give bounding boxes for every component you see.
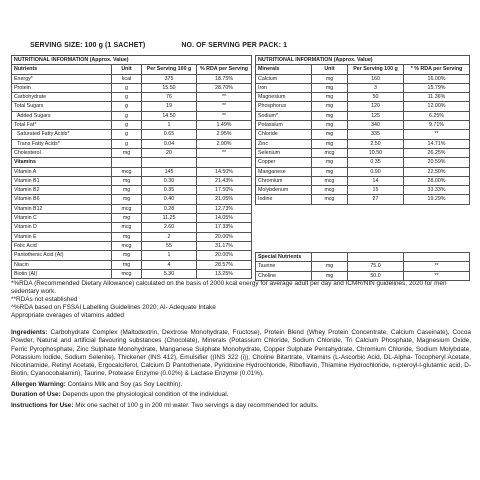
nutrient-name: Vitamin E — [12, 232, 112, 241]
nutrient-name: Vitamin B2 — [12, 186, 112, 195]
nutrient-name: Vitamin C — [12, 214, 112, 223]
table-row — [256, 167, 470, 176]
nutrient-name: Calcium — [256, 74, 312, 83]
nutrient-value: 335 — [348, 130, 404, 139]
nutrient-unit: mg — [312, 74, 348, 83]
table-row — [12, 83, 252, 92]
nutrient-value: 145 — [142, 167, 197, 176]
nutrient-value: 2 — [142, 232, 197, 241]
table-row — [256, 74, 470, 83]
nutrient-name: Chloride — [256, 130, 312, 139]
table-row — [256, 102, 470, 111]
table-header-row — [12, 65, 252, 74]
column-header: Minerals — [256, 65, 312, 74]
nutrient-rda: ** — [404, 262, 470, 271]
nutrient-name: Vitamin B6 — [12, 195, 112, 204]
nutrient-rda: ** — [404, 130, 470, 139]
nutrient-rda: 20.00% — [197, 251, 252, 260]
nutrient-unit: mg — [312, 111, 348, 120]
nutrient-unit: mg — [112, 195, 142, 204]
nutrient-value: 20 — [142, 148, 197, 157]
table-title-row — [256, 56, 470, 65]
nutrient-value: 375 — [142, 74, 197, 83]
table-row — [256, 148, 470, 157]
nutrient-rda: ** — [197, 102, 252, 111]
nutrient-rda: 2.00% — [197, 139, 252, 148]
nutrient-name: Iodine — [256, 195, 312, 204]
section-header-row — [256, 253, 470, 262]
nutrient-name: Vitamin B1 — [12, 176, 112, 185]
nutrient-unit: mg — [312, 83, 348, 92]
nutrient-name: Zinc — [256, 139, 312, 148]
nutrient-unit: mg — [112, 148, 142, 157]
table-row — [12, 111, 252, 120]
table-row — [256, 111, 470, 120]
nutrient-value: 125 — [348, 111, 404, 120]
table-row — [256, 158, 470, 167]
nutrient-name: Cholesterol — [12, 148, 112, 157]
nutrient-rda: 14.50% — [197, 167, 252, 176]
section-label: Vitamins — [12, 158, 112, 167]
column-header: Unit — [312, 65, 348, 74]
nutrient-rda: 9.71% — [404, 121, 470, 130]
nutrient-unit: kcal — [112, 74, 142, 83]
nutrient-rda: ** — [197, 148, 252, 157]
duration-text: Depends upon the physiological condition of the individual. — [60, 391, 229, 399]
nutrient-value: 120 — [348, 102, 404, 111]
nutrient-value: 0.30 — [142, 176, 197, 185]
nutrient-name: Copper — [256, 158, 312, 167]
nutrient-name: Molybdenum — [256, 186, 312, 195]
nutrient-name: Iron — [256, 83, 312, 92]
nutrient-rda: 21.43% — [197, 176, 252, 185]
nutrient-rda: ** — [197, 111, 252, 120]
nutrient-name: Vitamin D — [12, 223, 112, 232]
nutrient-rda: 21.05% — [197, 195, 252, 204]
footnote: **RDAs not established — [11, 296, 78, 304]
table-row — [256, 271, 470, 280]
nutrient-unit: g — [112, 83, 142, 92]
table-row — [12, 74, 252, 83]
empty-cell — [142, 158, 197, 167]
table-row — [12, 176, 252, 185]
nutrient-value: 0.65 — [142, 130, 197, 139]
nutrient-unit: mg — [312, 139, 348, 148]
nutrient-value: 0.04 — [142, 139, 197, 148]
nutrient-rda: 28.70% — [197, 83, 252, 92]
table-row — [256, 176, 470, 185]
nutrient-unit: mg — [312, 93, 348, 102]
instructions-label: Instructions for Use: — [11, 401, 74, 409]
nutrient-unit: mg — [312, 271, 348, 280]
table-row — [12, 148, 252, 157]
allergen-paragraph — [11, 381, 471, 389]
product-details — [11, 329, 471, 412]
nutrient-rda: 31.17% — [197, 241, 252, 250]
nutrient-value: 11.25 — [142, 214, 197, 223]
table-title: NUTRITIONAL INFORMATION (Approx. Value) — [256, 56, 470, 65]
nutrient-rda: 20.59% — [404, 158, 470, 167]
nutrient-value: 160 — [348, 74, 404, 83]
nutrient-value: 1 — [142, 251, 197, 260]
nutrient-value: 15.50 — [142, 83, 197, 92]
instructions-paragraph — [11, 402, 471, 410]
minerals-table — [255, 55, 470, 205]
nutrient-value: 55 — [142, 241, 197, 250]
nutrient-rda: 11.36% — [404, 93, 470, 102]
table-row — [12, 139, 252, 148]
table-row — [12, 269, 252, 278]
nutrient-unit: mcg — [312, 195, 348, 204]
nutrient-value: 15 — [348, 186, 404, 195]
nutrient-rda: ** — [197, 93, 252, 102]
nutrient-rda: 22.50% — [404, 167, 470, 176]
nutrient-name: Sodium* — [256, 111, 312, 120]
table-row — [256, 83, 470, 92]
table-row — [12, 241, 252, 250]
nutrient-name: Taurine — [256, 262, 312, 271]
nutrient-unit: mg — [112, 260, 142, 269]
nutrient-name: Magnesium — [256, 93, 312, 102]
nutrient-value: 0.40 — [142, 195, 197, 204]
nutrient-unit: mg — [112, 251, 142, 260]
nutrient-name: Biotin (AI) — [12, 269, 112, 278]
nutrient-name: Trans Fatty Acids* — [12, 139, 112, 148]
allergen-text: Contains Milk and Soy (as Soy Lecithin). — [65, 380, 183, 388]
table-row — [256, 93, 470, 102]
table-row — [256, 186, 470, 195]
nutrient-rda: 14.05% — [197, 214, 252, 223]
nutrient-name: Carbohydrate — [12, 93, 112, 102]
nutrient-rda: 17.50% — [197, 186, 252, 195]
nutrient-unit: mcg — [312, 176, 348, 185]
nutrient-unit: mcg — [112, 269, 142, 278]
table-row — [256, 262, 470, 271]
nutrient-rda: 20.00% — [197, 232, 252, 241]
table-row — [12, 130, 252, 139]
nutrient-unit: mg — [312, 158, 348, 167]
nutrient-rda: 12.00% — [404, 102, 470, 111]
table-title-row — [12, 56, 252, 65]
nutrient-value: 19 — [142, 102, 197, 111]
nutrient-name: Potassium — [256, 121, 312, 130]
footnote: ^%RDA based on FSSAI Labelling Guidelines 2020; AI- Adequate Intake — [11, 304, 216, 312]
nutrient-rda: 15.79% — [404, 83, 470, 92]
nutrient-name: Folic Acid — [12, 241, 112, 250]
empty-cell — [312, 253, 348, 262]
nutrient-name: Energy* — [12, 74, 112, 83]
nutrient-unit: mg — [312, 102, 348, 111]
nutrient-name: Total Sugars — [12, 102, 112, 111]
table-title: NUTRITIONAL INFORMATION (Approx. Value) — [12, 56, 252, 65]
nutrient-unit: mcg — [312, 148, 348, 157]
nutrient-name: Chromium — [256, 176, 312, 185]
nutrient-name: Phosphorus — [256, 102, 312, 111]
table-row — [12, 93, 252, 102]
table-row — [12, 260, 252, 269]
table-row — [12, 121, 252, 130]
nutrient-rda: 19.29% — [404, 195, 470, 204]
column-header: Per Serving 100 g — [348, 65, 404, 74]
nutrient-value: 0.90 — [348, 167, 404, 176]
duration-label: Duration of Use: — [11, 391, 61, 399]
nutrient-unit: mcg — [112, 223, 142, 232]
serving-size: SERVING SIZE: 100 g (1 SACHET) — [30, 42, 146, 49]
section-label: Special Nutrients — [256, 253, 312, 262]
column-header: % RDA per Serving — [197, 65, 252, 74]
servings-per-pack: NO. OF SERVING PER PACK: 1 — [181, 42, 288, 49]
nutrient-rda: 28.57% — [197, 260, 252, 269]
nutrient-rda: 26.25% — [404, 148, 470, 157]
nutrient-rda: 14.71% — [404, 139, 470, 148]
table-header-row — [256, 65, 470, 74]
nutrient-name: Niacin — [12, 260, 112, 269]
nutrient-name: Selenium — [256, 148, 312, 157]
table-row — [12, 195, 252, 204]
nutrients-table — [11, 55, 252, 279]
nutrient-unit: g — [112, 139, 142, 148]
nutrient-name: Protein — [12, 83, 112, 92]
nutrient-value: 50 — [348, 93, 404, 102]
nutrient-value: 14 — [348, 176, 404, 185]
nutrient-value: 10.50 — [348, 148, 404, 157]
nutrient-rda: 1.49% — [197, 121, 252, 130]
nutrient-name: Vitamin A — [12, 167, 112, 176]
nutrient-rda: 2.95% — [197, 130, 252, 139]
nutrient-value: 50.0 — [348, 271, 404, 280]
nutrient-unit: mcg — [112, 204, 142, 213]
nutrient-rda: ** — [404, 271, 470, 280]
serving-info — [30, 42, 321, 49]
nutrient-unit: mg — [112, 186, 142, 195]
section-header-row — [12, 158, 252, 167]
column-header: Per Serving 100 g — [142, 65, 197, 74]
nutrient-value: 5.30 — [142, 269, 197, 278]
nutrient-value: 0.28 — [142, 204, 197, 213]
table-row — [12, 232, 252, 241]
nutrient-rda: 28.00% — [404, 176, 470, 185]
nutrient-name: Manganese — [256, 167, 312, 176]
nutrient-unit: mcg — [312, 186, 348, 195]
footnotes — [11, 280, 471, 320]
nutrient-unit: g — [112, 93, 142, 102]
nutrient-name: Pantothenic Acid (AI) — [12, 251, 112, 260]
table-row — [256, 121, 470, 130]
table-row — [256, 195, 470, 204]
empty-cell — [348, 253, 404, 262]
table-row — [12, 186, 252, 195]
nutrient-value: 2.50 — [348, 139, 404, 148]
table-row — [12, 167, 252, 176]
nutrient-value: 75.0 — [348, 262, 404, 271]
nutrient-rda: 12.73% — [197, 204, 252, 213]
ingredients-text: Carbohydrate Complex (Maltodextrin, Dextrose Monohydrate, Fructose), Protein Blend (Whey Protein Concentrate, Calcium Caseinate), Cocoa Powder, Natural and artificial flavouring substances (Chocolate), Minerals (Potassium Chloride, Sodium Chloride, Tri Calcium Phosphate, Magnesium Oxide, Ferric Pyrophosphate, Zinc Sulphate Monohydrate, Manganese Sulphate Monohydrate, Copper Sulphate Pentahydrate, Chromium Chloride, Sodium Molybdate, Potassium Iodide, Sodium Selenite), Thickener (INS 412), Emulsifier ((INS 322 (i)), Choline Bitartrate, Vitamins (L-Ascorbic Acid, DL-Alpha- Tocopheryl Acetate, Nicotinamide, Retinyl Acetate, Ergocalciferol, Calcium D Pantothenate, Pyridoxine Hydrochloride, Riboflavin, Thiamine Hydrochloride, n-pteroyl-l-glutamic acid, D-Biotin, Cyanocobalamin), Taurine, Protease Enzyme (0.02%) & Lactase Enzyme (0.01%). — [11, 329, 471, 378]
nutrient-unit: g — [112, 130, 142, 139]
footnote: *%RDA (Recommended Dietary Allowance) calculated on the basis of 2000 kcal energy for average adult per day and ICMR/NIN guidelines, 2020 for men sedentary work. — [11, 280, 447, 296]
nutrient-value: 3 — [348, 83, 404, 92]
table-row — [12, 223, 252, 232]
instructions-text: Mix one sachet of 100 g in 200 ml water. Two servings a day recommended for adults. — [73, 401, 319, 409]
nutrient-unit: mg — [112, 214, 142, 223]
table-row — [12, 251, 252, 260]
nutrient-rda: 18.75% — [197, 74, 252, 83]
nutrient-unit: mg — [112, 176, 142, 185]
nutrient-value: 14.50 — [142, 111, 197, 120]
nutrient-name: Total Fat* — [12, 121, 112, 130]
nutrient-value: 76 — [142, 93, 197, 102]
nutrient-rda: 33.33% — [404, 186, 470, 195]
empty-cell — [112, 158, 142, 167]
nutrient-value: 4 — [142, 260, 197, 269]
nutrient-unit: mg — [312, 121, 348, 130]
nutrient-unit: g — [112, 121, 142, 130]
nutrient-value: 27 — [348, 195, 404, 204]
nutrient-name: Choline — [256, 271, 312, 280]
empty-cell — [197, 158, 252, 167]
nutrient-unit: mcg — [112, 241, 142, 250]
nutrient-unit: mcg — [112, 167, 142, 176]
nutrient-name: Vitamin B12 — [12, 204, 112, 213]
ingredients-label: Ingredients: — [11, 329, 48, 336]
nutrient-name: Saturated Fatty Acids* — [12, 130, 112, 139]
nutrient-unit: mg — [112, 232, 142, 241]
special-nutrients-table — [255, 252, 470, 281]
nutrient-value: 0.35 — [348, 158, 404, 167]
nutrient-rda: 6.25% — [404, 111, 470, 120]
nutrient-unit: g — [112, 111, 142, 120]
table-row — [256, 130, 470, 139]
nutrient-unit: mg — [312, 262, 348, 271]
column-header: Nutrients — [12, 65, 112, 74]
table-row — [256, 139, 470, 148]
table-row — [12, 102, 252, 111]
table-row — [12, 214, 252, 223]
nutrient-unit: mg — [312, 167, 348, 176]
table-row — [12, 204, 252, 213]
nutrient-unit: mg — [312, 130, 348, 139]
nutrient-rda: 16.00% — [404, 74, 470, 83]
nutrient-value: 2.60 — [142, 223, 197, 232]
duration-paragraph — [11, 391, 471, 399]
nutrient-value: 1 — [142, 121, 197, 130]
ingredients-paragraph — [11, 329, 471, 379]
column-header: Unit — [112, 65, 142, 74]
column-header: * % RDA per Serving — [404, 65, 470, 74]
nutrient-rda: 17.33% — [197, 223, 252, 232]
nutrient-rda: 13.25% — [197, 269, 252, 278]
footnote: Appropriate overages of vitamins added — [11, 312, 124, 320]
nutrient-value: 340 — [348, 121, 404, 130]
nutrient-value: 0.35 — [142, 186, 197, 195]
nutrient-unit: g — [112, 102, 142, 111]
nutrient-name: Added Sugars — [12, 111, 112, 120]
empty-cell — [404, 253, 470, 262]
allergen-label: Allergen Warning: — [11, 380, 66, 388]
